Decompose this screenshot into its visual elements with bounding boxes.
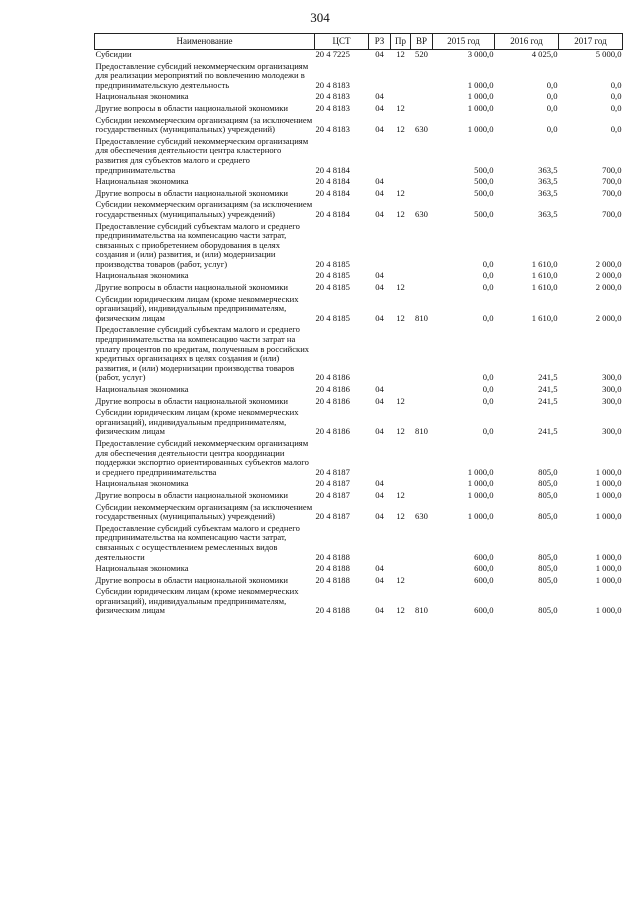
cell-code: 20 4 8183 <box>315 79 350 90</box>
cell-2016: 241,5 <box>538 426 558 437</box>
header-vr: ВР <box>411 34 433 50</box>
cell-rz: 04 <box>375 489 384 500</box>
cell-2015: 500,0 <box>474 187 494 198</box>
cell-pr <box>391 325 411 385</box>
cell-pr: 12 <box>396 282 405 293</box>
cell-vr <box>411 283 433 295</box>
cell-2016: 805,0 <box>538 489 558 500</box>
table-row <box>95 137 623 177</box>
cell-name: Субсидии некоммерческим организациям (за исключением государственных (муниципальных) учреждений) <box>95 501 313 522</box>
cell-pr <box>391 564 411 576</box>
cell-2017: 0,0 <box>610 102 622 113</box>
cell-vr <box>411 189 433 201</box>
header-pr: Пр <box>391 34 411 50</box>
cell-rz <box>369 439 391 479</box>
cell-name: Национальная экономика <box>95 91 189 102</box>
cell-rz: 04 <box>375 176 384 187</box>
cell-vr: 810 <box>415 426 428 437</box>
cell-code: 20 4 8187 <box>315 466 350 477</box>
cell-2017: 300,0 <box>602 426 622 437</box>
cell-code: 20 4 8184 <box>315 164 350 175</box>
cell-2015: 0,0 <box>482 372 494 383</box>
cell-code: 20 4 8187 <box>315 511 350 522</box>
cell-code: 20 4 8186 <box>315 372 350 383</box>
table-row <box>95 295 623 326</box>
cell-2015: 1 000,0 <box>467 511 494 522</box>
cell-vr <box>411 177 433 189</box>
cell-code: 20 4 8187 <box>315 489 350 500</box>
cell-rz: 04 <box>375 563 384 574</box>
table-row <box>95 503 623 524</box>
cell-vr <box>411 137 433 177</box>
table-header <box>95 34 623 50</box>
cell-pr <box>391 439 411 479</box>
table-row <box>95 283 623 295</box>
cell-2016: 0,0 <box>546 124 558 135</box>
cell-2017: 0,0 <box>610 124 622 135</box>
cell-2017: 1 000,0 <box>595 478 622 489</box>
cell-code: 20 4 8183 <box>315 102 350 113</box>
cell-vr <box>411 104 433 116</box>
cell-pr: 12 <box>396 489 405 500</box>
cell-vr: 810 <box>415 605 428 616</box>
cell-2015: 1 000,0 <box>467 91 494 102</box>
cell-code: 20 4 8185 <box>315 282 350 293</box>
cell-rz <box>369 222 391 272</box>
cell-rz: 04 <box>375 312 384 323</box>
cell-pr <box>391 524 411 564</box>
cell-vr <box>411 576 433 588</box>
cell-vr: 520 <box>415 49 428 59</box>
cell-name: Субсидии юридическим лицам (кроме некоммерческих организаций), индивидуальным предпринимателям, физическим лицам <box>95 293 299 323</box>
table-row <box>95 104 623 116</box>
cell-code: 20 4 8188 <box>315 551 350 562</box>
cell-code: 20 4 8186 <box>315 395 350 406</box>
table-row <box>95 325 623 385</box>
cell-name: Национальная экономика <box>95 384 189 394</box>
cell-2017: 1 000,0 <box>595 551 622 562</box>
table-row <box>95 385 623 397</box>
cell-2016: 1 610,0 <box>531 270 558 281</box>
cell-2016: 0,0 <box>546 79 558 90</box>
cell-2016: 241,5 <box>538 372 558 383</box>
cell-code: 20 4 8185 <box>315 312 350 323</box>
cell-code: 20 4 8185 <box>315 258 350 269</box>
cell-2016: 1 610,0 <box>531 312 558 323</box>
cell-rz: 04 <box>375 426 384 437</box>
cell-2015: 500,0 <box>474 164 494 175</box>
cell-pr <box>391 222 411 272</box>
table-row <box>95 62 623 93</box>
cell-name: Национальная экономика <box>95 176 189 187</box>
cell-2017: 1 000,0 <box>595 563 622 574</box>
cell-name: Субсидии юридическим лицам (кроме некоммерческих организаций), индивидуальным предпринимателям, физическим лицам <box>95 586 299 616</box>
cell-2016: 805,0 <box>538 574 558 585</box>
header-2017: 2017 год <box>559 34 623 50</box>
header-2015: 2015 год <box>433 34 495 50</box>
cell-pr: 12 <box>396 187 405 198</box>
cell-vr <box>411 325 433 385</box>
header-2016: 2016 год <box>495 34 559 50</box>
cell-2015: 1 000,0 <box>467 478 494 489</box>
cell-name: Предоставление субсидий некоммерческим организациям для обеспечения деятельности центра координации поддержки экспортно ориентированных субъектов малого и среднего предпринимательства <box>95 437 309 477</box>
table-row <box>95 177 623 189</box>
cell-2016: 1 610,0 <box>531 258 558 269</box>
cell-2017: 2 000,0 <box>595 270 622 281</box>
cell-vr: 630 <box>415 511 428 522</box>
cell-vr <box>411 222 433 272</box>
cell-2015: 0,0 <box>482 258 494 269</box>
cell-2017: 0,0 <box>610 91 622 102</box>
cell-2015: 0,0 <box>482 384 494 394</box>
cell-rz: 04 <box>375 511 384 522</box>
cell-name: Предоставление субсидий субъектам малого и среднего предпринимательства на компенсацию части затрат на уплату процентов по кредитам, полученным в российских кредитных организациях в целях создания и (или) развития, и (или) модернизации производства товаров (работ, услуг) <box>95 324 310 383</box>
cell-vr <box>411 479 433 491</box>
cell-2016: 805,0 <box>538 478 558 489</box>
cell-2015: 1 000,0 <box>467 124 494 135</box>
cell-name: Другие вопросы в области национальной экономики <box>95 282 288 293</box>
cell-2015: 500,0 <box>474 208 494 219</box>
cell-2017: 700,0 <box>602 176 622 187</box>
cell-name: Национальная экономика <box>95 478 189 489</box>
cell-vr <box>411 524 433 564</box>
cell-pr <box>391 62 411 93</box>
table-row <box>95 408 623 439</box>
cell-2016: 805,0 <box>538 551 558 562</box>
cell-2017: 1 000,0 <box>595 466 622 477</box>
cell-2017: 1 000,0 <box>595 511 622 522</box>
cell-name: Другие вопросы в области национальной экономики <box>95 489 288 500</box>
cell-name: Предоставление субсидий субъектам малого и среднего предпринимательства на компенсацию части затрат, связанных с осуществлением ремесленных видов деятельности <box>95 522 300 562</box>
cell-vr <box>411 385 433 397</box>
header-rz: РЗ <box>369 34 391 50</box>
cell-2017: 700,0 <box>602 208 622 219</box>
cell-code: 20 4 8184 <box>315 187 350 198</box>
cell-pr: 12 <box>396 312 405 323</box>
cell-code: 20 4 8188 <box>315 574 350 585</box>
budget-table <box>94 33 623 618</box>
cell-2016: 363,5 <box>538 187 558 198</box>
table-row <box>95 524 623 564</box>
cell-pr: 12 <box>396 511 405 522</box>
table-row <box>95 50 623 62</box>
cell-vr: 630 <box>415 124 428 135</box>
cell-vr <box>411 397 433 409</box>
cell-rz: 04 <box>375 282 384 293</box>
cell-2017: 2 000,0 <box>595 258 622 269</box>
cell-pr: 12 <box>396 605 405 616</box>
cell-2016: 241,5 <box>538 384 558 394</box>
cell-code: 20 4 8187 <box>315 478 350 489</box>
cell-rz: 04 <box>375 91 384 102</box>
cell-2016: 363,5 <box>538 208 558 219</box>
cell-pr: 12 <box>396 208 405 219</box>
cell-rz <box>369 325 391 385</box>
cell-rz: 04 <box>375 605 384 616</box>
cell-2015: 0,0 <box>482 270 494 281</box>
cell-code: 20 4 8184 <box>315 208 350 219</box>
cell-code: 20 4 8183 <box>315 124 350 135</box>
cell-2015: 3 000,0 <box>467 49 494 59</box>
cell-2015: 0,0 <box>482 312 494 323</box>
cell-2015: 1 000,0 <box>467 79 494 90</box>
cell-2016: 0,0 <box>546 91 558 102</box>
header-name: Наименование <box>95 34 315 50</box>
cell-2016: 805,0 <box>538 563 558 574</box>
cell-name: Субсидии <box>95 49 132 59</box>
cell-2016: 805,0 <box>538 511 558 522</box>
cell-2017: 700,0 <box>602 164 622 175</box>
cell-2017: 1 000,0 <box>595 489 622 500</box>
cell-vr <box>411 564 433 576</box>
cell-2015: 500,0 <box>474 176 494 187</box>
cell-2017: 0,0 <box>610 79 622 90</box>
page-number: 304 <box>310 10 330 25</box>
cell-rz <box>369 524 391 564</box>
cell-name: Другие вопросы в области национальной экономики <box>95 395 288 406</box>
cell-rz: 04 <box>375 574 384 585</box>
table-row <box>95 200 623 221</box>
table-row <box>95 222 623 272</box>
cell-name: Другие вопросы в области национальной экономики <box>95 102 288 113</box>
cell-2016: 241,5 <box>538 395 558 406</box>
cell-rz: 04 <box>375 395 384 406</box>
cell-2017: 1 000,0 <box>595 605 622 616</box>
cell-name: Национальная экономика <box>95 563 189 574</box>
cell-2015: 1 000,0 <box>467 489 494 500</box>
cell-2016: 363,5 <box>538 176 558 187</box>
cell-2016: 805,0 <box>538 466 558 477</box>
cell-name: Предоставление субсидий некоммерческим организациям для реализации мероприятий по вовлечению молодежи в предпринимательскую деятельность <box>95 60 309 90</box>
cell-code: 20 4 8188 <box>315 605 350 616</box>
cell-code: 20 4 8188 <box>315 563 350 574</box>
cell-vr <box>411 439 433 479</box>
cell-2015: 1 000,0 <box>467 466 494 477</box>
cell-2017: 2 000,0 <box>595 282 622 293</box>
cell-2016: 363,5 <box>538 164 558 175</box>
cell-2016: 4 025,0 <box>531 49 558 59</box>
cell-name: Другие вопросы в области национальной экономики <box>95 574 288 585</box>
cell-code: 20 4 8186 <box>315 384 350 394</box>
cell-2017: 700,0 <box>602 187 622 198</box>
cell-2016: 805,0 <box>538 605 558 616</box>
cell-vr: 810 <box>415 312 428 323</box>
cell-rz: 04 <box>375 187 384 198</box>
cell-2015: 0,0 <box>482 426 494 437</box>
cell-2017: 2 000,0 <box>595 312 622 323</box>
table-row <box>95 116 623 137</box>
cell-rz: 04 <box>375 124 384 135</box>
cell-2016: 1 610,0 <box>531 282 558 293</box>
cell-pr: 12 <box>396 574 405 585</box>
cell-2015: 0,0 <box>482 282 494 293</box>
cell-pr <box>391 177 411 189</box>
cell-rz: 04 <box>375 384 384 394</box>
cell-name: Предоставление субсидий некоммерческим организациям для обеспечения деятельности центра кластерного развития для субъектов малого и среднего предпринимательства <box>95 135 309 175</box>
cell-pr: 12 <box>396 124 405 135</box>
cell-code: 20 4 8183 <box>315 91 350 102</box>
cell-name: Национальная экономика <box>95 270 189 281</box>
cell-pr: 12 <box>396 49 405 59</box>
cell-rz: 04 <box>375 208 384 219</box>
cell-name: Предоставление субсидий субъектам малого и среднего предпринимательства на компенсацию части затрат, связанных с приобретением оборудования в целях создания и (или) развития, и (или) модернизации производства товаров (работ, услуг) <box>95 220 300 269</box>
cell-vr <box>411 92 433 104</box>
cell-2017: 300,0 <box>602 372 622 383</box>
cell-2015: 600,0 <box>474 574 494 585</box>
cell-pr: 12 <box>396 426 405 437</box>
cell-vr <box>411 271 433 283</box>
cell-name: Субсидии некоммерческим организациям (за исключением государственных (муниципальных) учреждений) <box>95 199 313 219</box>
cell-name: Субсидии некоммерческим организациям (за исключением государственных (муниципальных) учреждений) <box>95 114 313 135</box>
table-row <box>95 491 623 503</box>
cell-vr: 630 <box>415 208 428 219</box>
cell-2015: 600,0 <box>474 551 494 562</box>
cell-rz <box>369 137 391 177</box>
cell-pr <box>391 137 411 177</box>
cell-rz: 04 <box>375 478 384 489</box>
cell-2017: 300,0 <box>602 384 622 394</box>
table-row <box>95 439 623 479</box>
cell-vr <box>411 491 433 503</box>
cell-2017: 5 000,0 <box>595 49 622 59</box>
cell-2015: 1 000,0 <box>467 102 494 113</box>
cell-2015: 600,0 <box>474 563 494 574</box>
cell-rz <box>369 62 391 93</box>
cell-pr: 12 <box>396 395 405 406</box>
cell-2015: 600,0 <box>474 605 494 616</box>
cell-2017: 1 000,0 <box>595 574 622 585</box>
cell-2017: 300,0 <box>602 395 622 406</box>
table-body <box>95 50 623 619</box>
cell-vr <box>411 62 433 93</box>
table-row <box>95 564 623 576</box>
cell-2016: 0,0 <box>546 102 558 113</box>
header-code: ЦСТ <box>315 34 369 50</box>
cell-name: Другие вопросы в области национальной экономики <box>95 187 288 198</box>
cell-code: 20 4 8184 <box>315 176 350 187</box>
cell-code: 20 4 8186 <box>315 426 350 437</box>
cell-2015: 0,0 <box>482 395 494 406</box>
cell-code: 20 4 8185 <box>315 270 350 281</box>
cell-code: 20 4 7225 <box>315 49 350 59</box>
cell-pr <box>391 385 411 397</box>
cell-rz: 04 <box>375 49 384 59</box>
cell-rz: 04 <box>375 270 384 281</box>
cell-rz: 04 <box>375 102 384 113</box>
table-row <box>95 587 623 618</box>
cell-pr: 12 <box>396 102 405 113</box>
cell-name: Субсидии юридическим лицам (кроме некоммерческих организаций), индивидуальным предпринимателям, физическим лицам <box>95 407 299 437</box>
